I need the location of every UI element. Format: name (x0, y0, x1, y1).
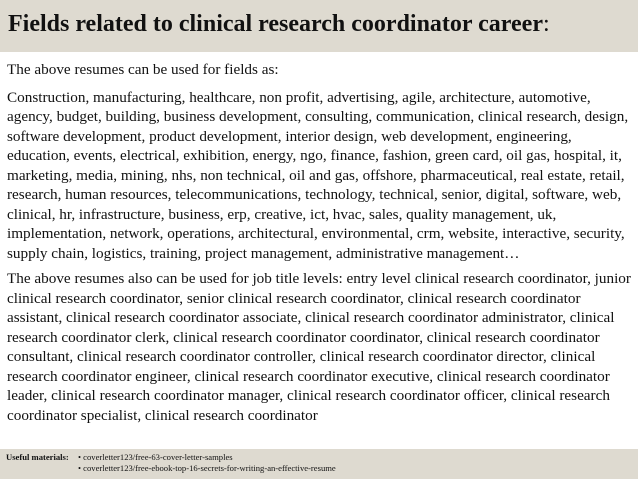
footer-row-2 (6, 463, 632, 474)
fields-list: Construction, manufacturing, healthcare, non profit, advertising, agile, architecture, automotive, agency, budget, building, business development, consulting, communication, clinical research, design, software development, product development, interior design, web development, engineering, education, events, electrical, exhibition, energy, ngo, finance, fashion, green card, oil gas, hospital, it, marketing, media, mining, nhs, non technical, oil and gas, offshore, pharmaceutical, real estate, retail, research, human resources, telecommunications, technology, technical, senior, digital, software, web, clinical, hr, infrastructure, business, erp, creative, ict, hvac, sales, quality management, uk, implementation, network, operations, architectural, environmental, crm, website, interactive, security, supply chain, logistics, training, project management, administrative management… (7, 88, 629, 262)
intro-text: The above resumes can be used for fields as: (7, 61, 279, 78)
slide-title (8, 10, 630, 38)
footer-indent (6, 463, 78, 474)
job-levels-text: The above resumes also can be used for job title levels: entry level clinical research coordinator, junior clinical research coordinator, senior clinical research coordinator, clinical research coordinator assistant, clinical research coordinator associate, clinical research coordinator administrator, clinical research coordinator clerk, clinical research coordinator coordinator, clinical research coordinator consultant, clinical research coordinator controller, clinical research coordinator director, clinical research coordinator engineer, clinical research coordinator executive, clinical research coordinator leader, clinical research coordinator manager, clinical research coordinator officer, clinical research coordinator specialist, clinical research coordinator (7, 270, 631, 424)
slide-title-text: Fields related to clinical research coordinator career (8, 11, 543, 37)
slide-title-colon: : (542, 11, 550, 37)
footer-link-1[interactable]: • coverletter123/free-63-cover-letter-samples (78, 452, 233, 462)
slide-body (7, 60, 633, 450)
title-band (0, 0, 638, 52)
footer-link-2[interactable]: • coverletter123/free-ebook-top-16-secrets-for-writing-an-effective-resume (78, 463, 336, 473)
footer-band (0, 449, 638, 479)
footer-label: Useful materials: (6, 452, 69, 462)
footer-row-1 (6, 452, 632, 463)
